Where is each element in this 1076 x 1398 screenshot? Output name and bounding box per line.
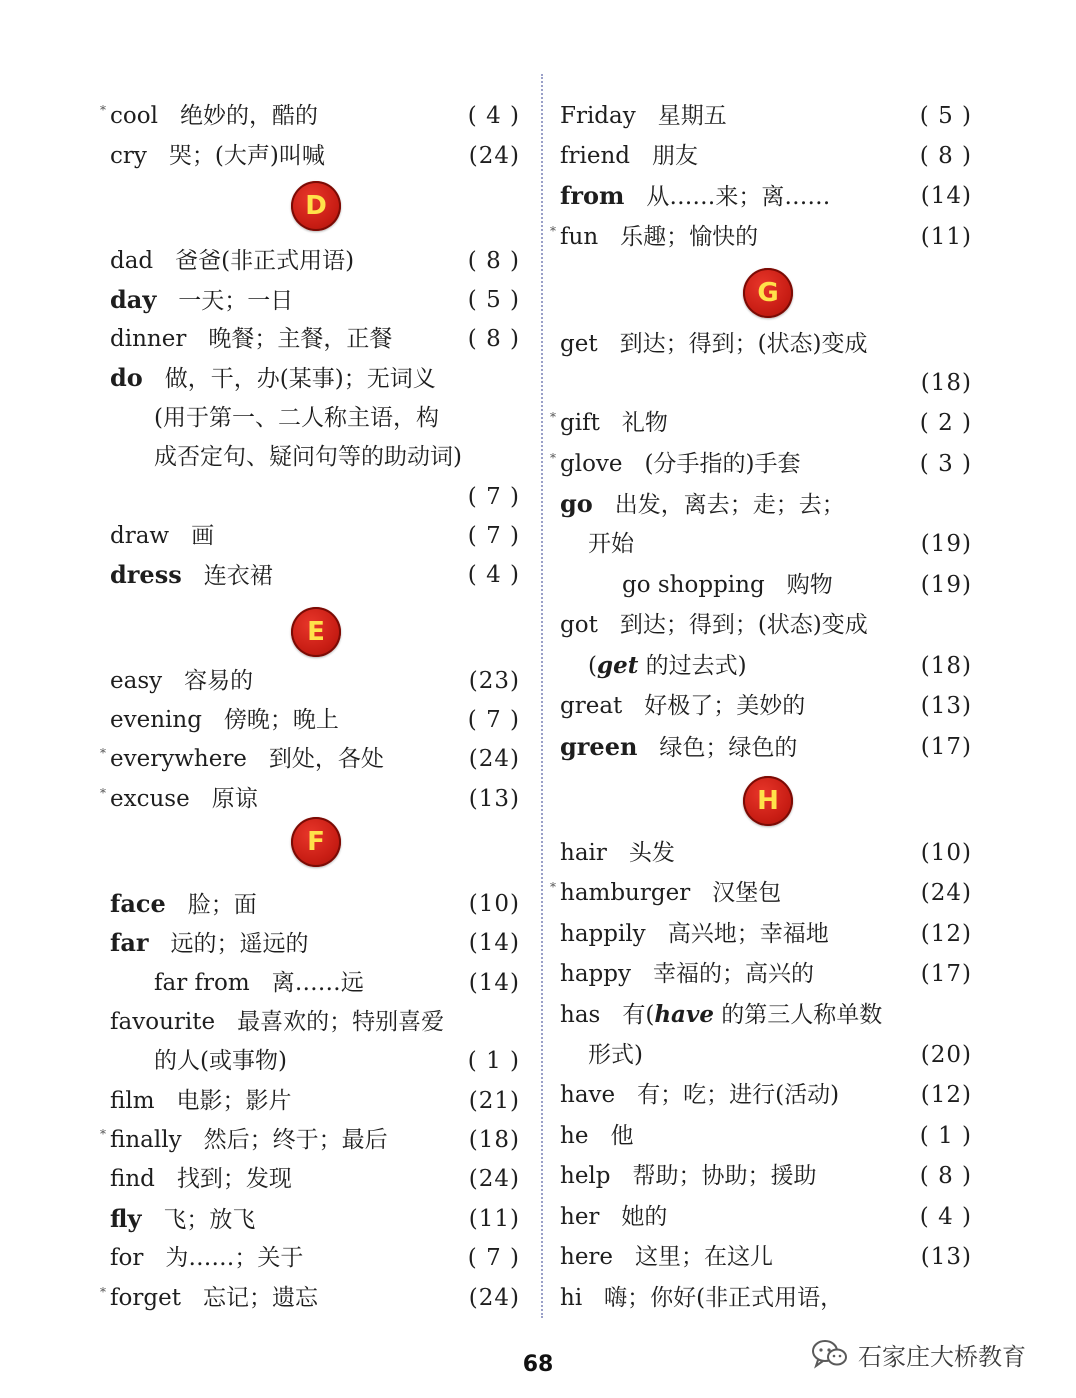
entry-word: forget [110,1285,181,1311]
entry-page: ( 8 ) [919,143,972,169]
entry-meaning-continued: 形式) [588,1042,643,1068]
entry-page: ( 3 ) [919,451,972,477]
entry-page: ( 4 ) [467,562,520,588]
entry-meaning: 忘记；遗忘 [202,1285,318,1311]
entry-meaning: 朋友 [652,143,699,169]
entry-word: gift [560,410,600,436]
entry-page: (14) [468,930,520,956]
italic-word: get [596,652,639,679]
entry-meaning-continued: (get 的过去式) [588,648,747,684]
entry-find [110,1161,520,1197]
entry-meaning: 晚餐；主餐，正餐 [208,326,393,352]
entry-meaning: 脸；面 [187,892,257,918]
entry-meaning: 最喜欢的；特别喜爱 [237,1009,445,1035]
entry-dad [110,243,520,279]
entry-meaning: 嗨；你好(非正式用语， [604,1285,844,1311]
entry-meaning: 为……；关于 [165,1245,304,1271]
entry-word: draw [110,523,170,549]
entry-page: (17) [920,961,972,987]
entry-page: ( 7 ) [467,707,520,733]
entry-meaning: 容易的 [184,668,254,694]
entry-do [110,360,520,396]
entry-meaning: 飞；放飞 [163,1207,256,1233]
entry-do-page [110,479,520,515]
wechat-icon [812,1339,848,1369]
entry-page: (17) [920,734,972,760]
entry-word: dinner [110,326,187,352]
entry-film [110,1083,520,1119]
entry-page: (21) [468,1088,520,1114]
section-badge-h: H [743,776,793,826]
entry-word: friend [560,143,631,169]
entry-far-from [154,965,520,1001]
entry-page: ( 1 ) [467,1048,520,1074]
star-marker: * [100,1127,106,1141]
entry-word: great [560,693,623,719]
entry-word: happily [560,921,646,947]
entry-green [560,729,972,765]
entry-get [560,326,972,362]
entry-page: ( 7 ) [467,523,520,549]
entry-word: get [560,331,598,357]
entry-everywhere [100,741,520,777]
entry-word: film [110,1088,155,1114]
entry-happily [560,916,972,952]
entry-page: (10) [468,891,520,917]
entry-word: face [110,889,166,918]
entry-here [560,1239,972,1275]
entry-page: (14) [468,970,520,996]
entry-word: Friday [560,103,636,129]
entry-page: ( 5 ) [919,103,972,129]
star-marker: * [550,880,556,894]
entry-page: (11) [920,224,972,250]
entry-word: her [560,1204,600,1230]
entry-page: ( 1 ) [919,1123,972,1149]
entry-meaning: 哭；(大声)叫喊 [168,143,325,169]
column-divider [541,74,543,1318]
entry-page: ( 4 ) [919,1204,972,1230]
entry-word: here [560,1244,614,1270]
watermark [812,1334,1026,1374]
section-badge-f: F [291,817,341,867]
entry-meaning: 然后；终于；最后 [203,1127,388,1153]
star-marker: * [100,103,106,117]
section-badge-g: G [743,268,793,318]
entry-word: evening [110,707,202,733]
entry-word: for [110,1245,144,1271]
entry-word: day [110,285,157,314]
entry-her [560,1199,972,1235]
entry-meaning: 好极了；美妙的 [644,693,806,719]
entry-do-line3 [154,439,520,475]
entry-far [110,925,520,961]
entry-word: dress [110,560,182,589]
entry-meaning-continued: 开始 [588,531,634,557]
entry-he [560,1118,972,1154]
entry-excuse [100,781,520,817]
entry-page: (11) [468,1206,520,1232]
entry-page: ( 7 ) [467,484,520,510]
section-badge-d: D [291,181,341,231]
entry-page: (18) [920,370,972,396]
entry-page: (24) [920,880,972,906]
entry-cry [110,138,520,174]
entry-page: (18) [468,1127,520,1153]
entry-meaning: 星期五 [657,103,727,129]
entry-meaning: (分手指的)手套 [644,451,801,477]
section-badge-e: E [291,607,341,657]
entry-word: finally [110,1127,182,1153]
entry-do-line2 [154,400,520,436]
entry-meaning: 这里；在这儿 [635,1244,774,1270]
entry-meaning: 到达；得到；(状态)变成 [619,612,868,638]
entry-page: (24) [468,1285,520,1311]
entry-word: go [560,489,593,518]
entry-word: fun [560,224,599,250]
entry-meaning: 礼物 [621,410,668,436]
entry-page: ( 8 ) [467,326,520,352]
entry-word: dad [110,248,154,274]
entry-word: have [560,1082,616,1108]
entry-page: (24) [468,143,520,169]
star-marker: * [550,224,556,238]
entry-word: cry [110,143,147,169]
entry-meaning: 绿色；绿色的 [659,735,798,761]
star-marker: * [100,786,106,800]
entry-page: ( 7 ) [467,1245,520,1271]
entry-page: (19) [920,531,972,557]
entry-meaning: 原谅 [211,786,258,812]
entry-meaning: 购物 [786,572,833,598]
entry-meaning: 做，干，办(某事)；无词义 [164,366,436,392]
entry-help [560,1158,972,1194]
entry-meaning: 远的；遥远的 [170,931,309,957]
entry-page: ( 5 ) [467,287,520,313]
entry-from [560,178,972,214]
entry-word: glove [560,451,623,477]
entry-hamburger [550,875,972,911]
entry-meaning: 离……远 [271,970,364,996]
entry-meaning: 帮助；协助；援助 [632,1163,817,1189]
entry-word: far from [154,970,250,996]
entry-meaning: 电影；影片 [176,1088,292,1114]
entry-easy [110,663,520,699]
entry-dinner [110,321,520,357]
entry-word: green [560,732,638,761]
entry-word: far [110,928,149,957]
entry-page: (24) [468,746,520,772]
entry-page: (13) [468,786,520,812]
entry-forget [100,1280,520,1316]
entry-word: hi [560,1285,583,1311]
entry-glove [550,446,972,482]
entry-page: (12) [920,1082,972,1108]
entry-page: ( 4 ) [467,103,520,129]
entry-page: (13) [920,693,972,719]
entry-word: got [560,612,598,638]
entry-meaning-continued: 成否定句、疑问句等的助动词) [154,444,462,470]
entry-word: cool [110,103,158,129]
entry-page: (12) [920,921,972,947]
entry-meaning: 他 [610,1123,634,1149]
entry-day [110,282,520,318]
entry-evening [110,702,520,738]
star-marker: * [550,410,556,424]
entry-fly [110,1201,520,1237]
entry-has-line2 [588,1037,972,1073]
entry-go [560,486,972,522]
entry-meaning-continued: (用于第一、二人称主语，构 [154,405,439,431]
entry-meaning: 找到；发现 [176,1166,292,1192]
entry-meaning: 出发，离去；走；去； [614,492,845,518]
entry-meaning: 到达；得到；(状态)变成 [619,331,868,357]
watermark-text: 石家庄大桥教育 [858,1342,1026,1371]
page-number: 68 [522,1352,554,1377]
entry-word: excuse [110,786,190,812]
entry-cool [100,98,520,134]
entry-meaning: 高兴地；幸福地 [667,921,829,947]
entry-page: (20) [920,1042,972,1068]
entry-page: (10) [920,840,972,866]
entry-word: he [560,1123,589,1149]
entry-favourite-line2 [154,1043,520,1079]
entry-meaning: 绝妙的，酷的 [179,103,318,129]
entry-happy [560,956,972,992]
entry-meaning: 乐趣；愉快的 [620,224,759,250]
entry-word: do [110,363,143,392]
entry-page: ( 8 ) [467,248,520,274]
entry-word: from [560,181,625,210]
entry-got-line2 [588,648,972,684]
entry-dress [110,557,520,593]
entry-friday [560,98,972,134]
entry-meaning: 连衣裙 [203,563,273,589]
entry-go-shopping [622,567,972,603]
star-marker: * [550,451,556,465]
entry-friend [560,138,972,174]
entry-draw [110,518,520,554]
entry-meaning: 头发 [628,840,675,866]
entry-word: hamburger [560,880,691,906]
entry-go-line2 [588,526,972,562]
entry-have [560,1077,972,1113]
entry-gift [550,405,972,441]
entry-meaning: 从……来；离…… [646,184,831,210]
entry-meaning: 一天；一日 [178,288,294,314]
entry-page: ( 8 ) [919,1163,972,1189]
entry-page: (13) [920,1244,972,1270]
entry-hair [560,835,972,871]
entry-word: has [560,1002,601,1028]
entry-meaning: 汉堡包 [712,880,782,906]
entry-face [110,886,520,922]
entry-word: find [110,1166,155,1192]
entry-word: fly [110,1204,142,1233]
entry-word: happy [560,961,631,987]
entry-great [560,688,972,724]
entry-meaning: 有；吃；进行(活动) [637,1082,840,1108]
entry-page: (19) [920,572,972,598]
entry-meaning: 幸福的；高兴的 [652,961,814,987]
entry-meaning-continued: 的人(或事物) [154,1048,287,1074]
entry-page: (24) [468,1166,520,1192]
entry-fun [550,219,972,255]
star-marker: * [100,1285,106,1299]
entry-meaning: 有(have 的第三人称单数 [622,997,882,1033]
entry-word: favourite [110,1009,216,1035]
star-marker: * [100,746,106,760]
entry-meaning: 她的 [621,1204,668,1230]
entry-has [560,997,972,1033]
entry-page: (14) [920,183,972,209]
entry-page: (23) [468,668,520,694]
entry-favourite [110,1004,520,1040]
entry-meaning: 到处，各处 [268,746,384,772]
entry-word: go shopping [622,572,765,598]
italic-word: have [654,1001,714,1028]
entry-meaning: 爸爸(非正式用语) [175,248,355,274]
entry-meaning: 傍晚；晚上 [223,707,339,733]
entry-hi [560,1280,972,1316]
entry-for [110,1240,520,1276]
entry-word: everywhere [110,746,247,772]
entry-page: ( 2 ) [919,410,972,436]
entry-word: help [560,1163,611,1189]
entry-word: easy [110,668,163,694]
entry-got [560,607,972,643]
entry-get-page [560,365,972,401]
entry-word: hair [560,840,607,866]
entry-page: (18) [920,653,972,679]
entry-finally [100,1122,520,1158]
entry-meaning: 画 [191,523,215,549]
